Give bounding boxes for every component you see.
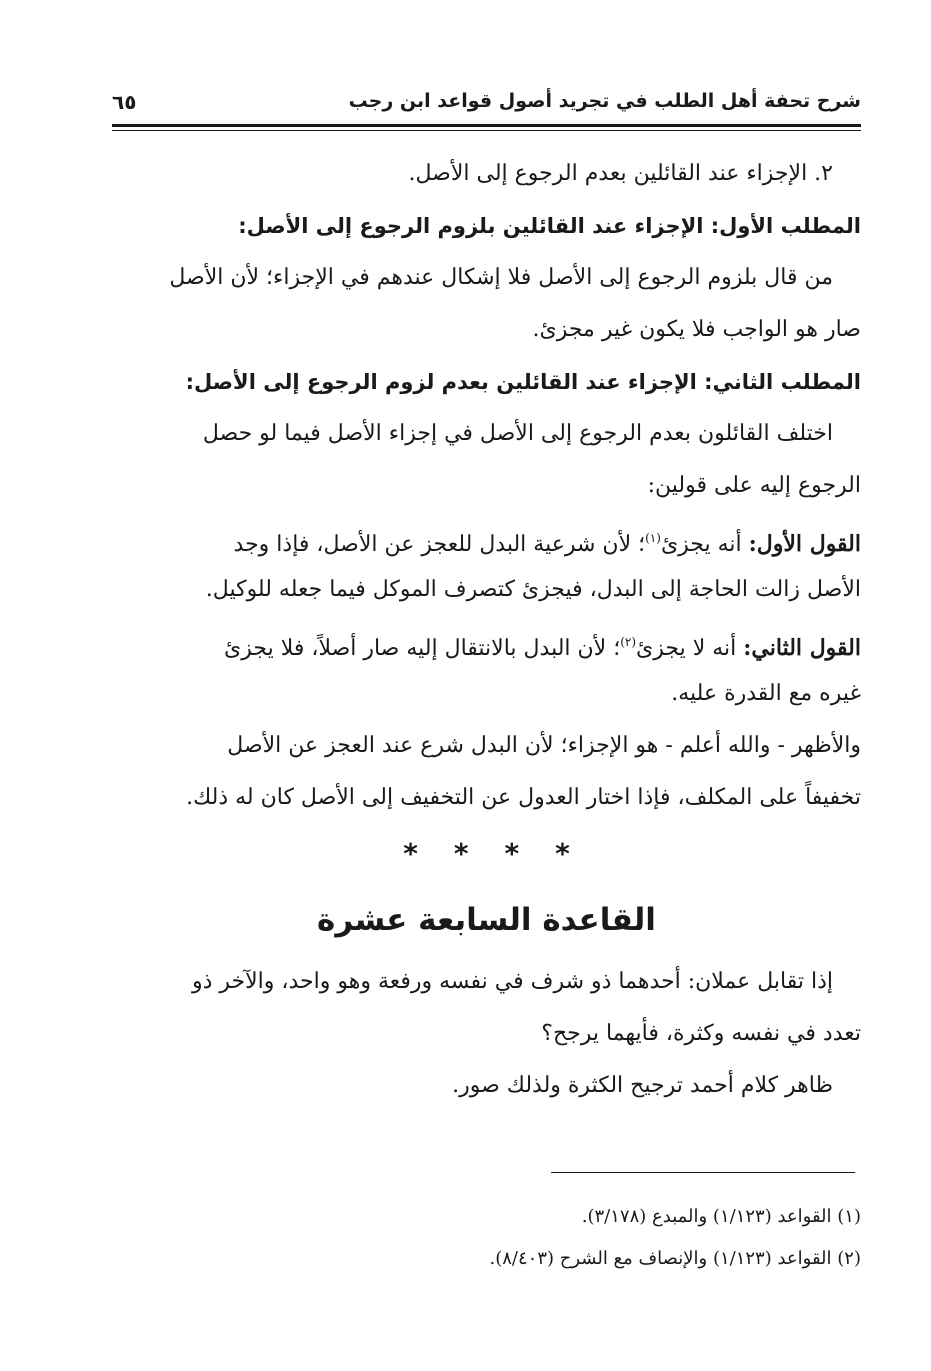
footnote-rule [551,1172,855,1173]
footnote-2: (٢) القواعد (١/١٢٣) والإنصاف مع الشرح (٨/٤٠٣). [489,1248,861,1269]
asterisk-icon: * [504,837,520,870]
list-item-2: ٢. الإجزاء عند القائلين بعدم الرجوع إلى الأصل. [408,161,833,186]
opinion-one-line [112,512,861,564]
paragraph-line: صار هو الواجب فلا يكون غير مجزئ. [532,317,861,342]
paragraph-line: الأصل زالت الحاجة إلى البدل، فيجزئ كتصرف الموكل فيما جعله للوكيل. [205,577,861,602]
opinion-one-claim: أنه يجزئ [660,532,742,557]
paragraph-line: تخفيفاً على المكلف، فإذا اختار العدول عن التخفيف إلى الأصل كان له ذلك. [186,785,861,810]
body-text [112,148,861,1112]
footnotes [112,1196,861,1280]
opinion-two-claim: أنه لا يجزئ [636,636,737,661]
running-header [112,84,861,120]
opinion-two-line [112,616,861,668]
paragraph-line: ظاهر كلام أحمد ترجيح الكثرة ولذلك صور. [452,1073,833,1098]
header-rule-thick [112,124,861,127]
paragraph-line: إذا تقابل عملان: أحدهما ذو شرف في نفسه ورفعة وهو واحد، والآخر ذو [191,969,833,994]
footnote-ref-1[interactable]: (١) [645,531,661,545]
asterisk-icon: * [453,837,469,870]
chapter-title: القاعدة السابعة عشرة [317,902,656,938]
paragraph-line: الرجوع إليه على قولين: [647,473,861,498]
opinion-two-reason: ؛ لأن البدل بالانتقال إليه صار أصلاً، فلا يجزئ [224,636,621,661]
paragraph-line: تعدد في نفسه وكثرة، فأيهما يرجح؟ [541,1021,861,1046]
asterisk-icon: * [403,837,418,870]
opinion-two-lead: القول الثاني: [743,635,861,661]
footnote-ref-2[interactable]: (٢) [620,635,637,649]
opinion-one-reason: ؛ لأن شرعية البدل للعجز عن الأصل، فإذا وجد [233,532,646,557]
section-heading-second: المطلب الثاني: الإجزاء عند القائلين بعدم لزوم الرجوع إلى الأصل: [185,370,861,394]
footnote-1: (١) القواعد (١/١٢٣) والمبدع (٣/١٧٨). [581,1206,861,1227]
paragraph-line: من قال بلزوم الرجوع إلى الأصل فلا إشكال عندهم في الإجزاء؛ لأن الأصل [169,265,833,290]
page-number: ٦٥ [112,90,137,114]
opinion-one-lead: القول الأول: [748,531,861,557]
section-heading-first: المطلب الأول: الإجزاء عند القائلين بلزوم الرجوع إلى الأصل: [238,214,861,238]
asterisk-icon: * [555,837,570,870]
paragraph-line: اختلف القائلون بعدم الرجوع إلى الأصل في إجزاء الأصل فيما لو حصل [202,421,833,446]
section-separator [112,824,861,884]
running-title: شرح تحفة أهل الطلب في تجريد أصول قواعد ابن رجب [348,90,861,112]
paragraph-line: والأظهر - والله أعلم - هو الإجزاء؛ لأن البدل شرع عند العجز عن الأصل [227,733,861,758]
header-rule-thin [112,130,861,131]
paragraph-line: غيره مع القدرة عليه. [671,681,861,706]
